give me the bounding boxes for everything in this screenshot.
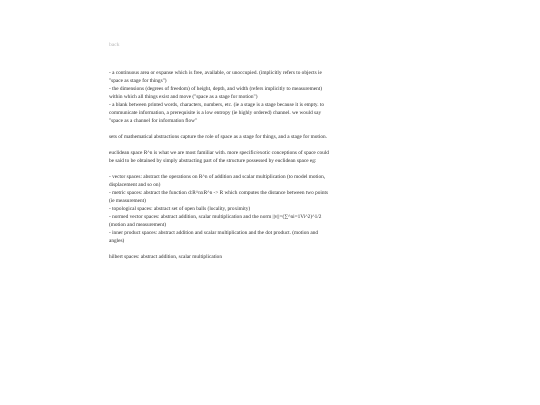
back-link[interactable]: back <box>109 42 120 48</box>
text-line: - the dimensions (degrees of freedom) of height, depth, and width (refers implicitly to measurement) <box>109 86 322 92</box>
text-line: - topological spaces: abstract set of open balls (locality, proximity) <box>109 206 251 212</box>
paragraph-hilbert-spaces <box>109 253 381 261</box>
text-line: - metric spaces: abstract the function d:R^nxR^n -> R which computes the distance between two points <box>109 190 329 196</box>
paragraph-gap <box>109 141 381 149</box>
paragraph-gap <box>109 245 381 253</box>
paragraph-space-definitions <box>109 69 381 125</box>
text-line: within which all things exist and move ("space as a stage for motion") <box>109 94 258 100</box>
text-line: be said to be obtained by simply abstracting part of the structure possessed by euclidean space eg: <box>109 158 317 164</box>
text-line: (ie measurement) <box>109 198 146 204</box>
text-line: euclidean space R^n is what we are most familiar with. more specific/exotic conceptions of space could <box>109 150 329 156</box>
text-line: angles) <box>109 238 125 244</box>
paragraph-mathematical-abstractions <box>109 133 381 141</box>
text-line: sets of mathematical abstractions capture the role of space as a stage for things, and a stage for motion. <box>109 134 327 140</box>
text-line: "space as stage for things") <box>109 78 167 84</box>
paragraph-gap <box>109 125 381 133</box>
text-line: - inner product spaces: abstract addition and scalar multiplication and the dot product. (motion and <box>109 230 319 236</box>
text-line: (motion and measurement) <box>109 222 167 228</box>
text-line: hilbert spaces: abstract addition, scalar multiplication <box>109 254 222 260</box>
text-line: "space as a channel for information flow" <box>109 118 198 124</box>
paragraph-gap <box>109 165 381 173</box>
text-line: - normed vector spaces: abstract addition, scalar multiplication and the norm ||v||=(∑^ni=1Vi^2)^1/2 <box>109 214 322 220</box>
text-line: - a continuous area or expanse which is free, available, or unoccupied. (implicitly refers to objects ie <box>109 70 322 76</box>
paragraph-space-types-list <box>109 173 381 245</box>
text-line: communicate information, a prerequisite is a low entropy (ie highly ordered) channel. we would say <box>109 110 322 116</box>
document-page <box>109 42 381 261</box>
text-line: - vector spaces: abstract the operations on R^n of addition and scalar multiplication (to model motion, <box>109 174 326 180</box>
paragraph-euclidean-space <box>109 149 381 165</box>
text-line: - a blank between printed words, characters, numbers, etc. (ie a stage is a stage because it is empty. to <box>109 102 324 108</box>
text-line: displacement and so on) <box>109 182 161 188</box>
